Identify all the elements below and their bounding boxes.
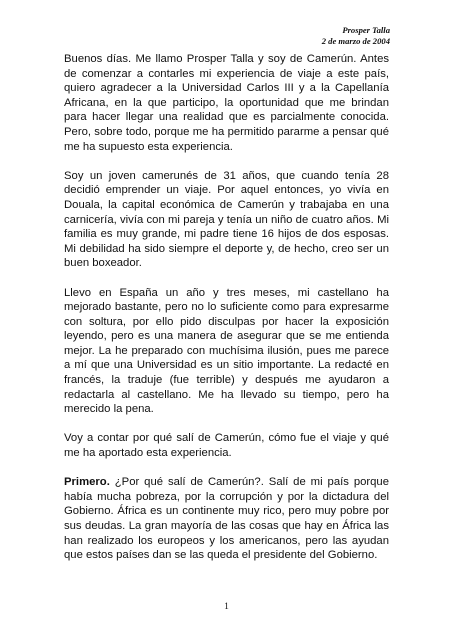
page-header [322,25,390,47]
page-number: 1 [224,602,229,612]
paragraph-outline: Voy a contar por qué salí de Camerún, cómo fue el viaje y qué me ha aportado esta experiencia. [64,432,389,460]
document-body [64,52,389,577]
paragraph-language: Llevo en España un año y tres meses, mi castellano ha mejorado bastante, pero no lo suficiente como para expresarme con soltura, por ello pido disculpas por hacer la exposición leyendo, pero es una manera de asegurar que se me entienda mejor. La he preparado con muchísima ilusión, pues me parece a mí que una Universidad es un sitio importante. La redacté en francés, la traduje (fue terrible) y después me ayudaron a redactarla al castellano. Me ha llevado su tiempo, pero ha merecido la pena. [64,286,389,416]
paragraph-background: Soy un joven camerunés de 31 años, que cuando tenía 28 decidió emprender un viaje. Por aquel entonces, yo vivía en Douala, la capital económica de Camerún y trabajaba en una carnicería, vivía con mi pareja y tenía un niño de cuatro años. Mi familia es muy grande, mi padre tiene 16 hijos de dos esposas. Mi debilidad ha sido siempre el deporte y, de hecho, creo ser un buen boxeador. [64,169,389,270]
first-point-lead: Primero. [64,476,110,489]
header-date: 2 de marzo de 2004 [321,36,390,46]
first-point-text: ¿Por qué salí de Camerún?. Salí de mi país porque había mucha pobreza, por la corrupción y por la dictadura del Gobierno. África es un continente muy rico, pero muy pobre por sus deudas. La gran mayoría de las cosas que hay en África las han realizado los europeos y los americanos, pero las ayudan que estos países dan se las queda el presidente del Gobierno. [64,476,389,562]
header-author: Prosper Talla [342,25,390,35]
paragraph-introduction: Buenos días. Me llamo Prosper Talla y soy de Camerún. Antes de comenzar a contarles mi experiencia de viaje a este país, quiero agradecer a la Universidad Carlos III y a la Capellanía Africana, en la que participo, la oportunidad que me brindan para hacer llegar una realidad que es parcialmente conocida. Pero, sobre todo, porque me ha permitido pararme a pensar qué me ha supuesto esta experiencia. [64,53,389,153]
paragraph-first-point [64,475,389,563]
